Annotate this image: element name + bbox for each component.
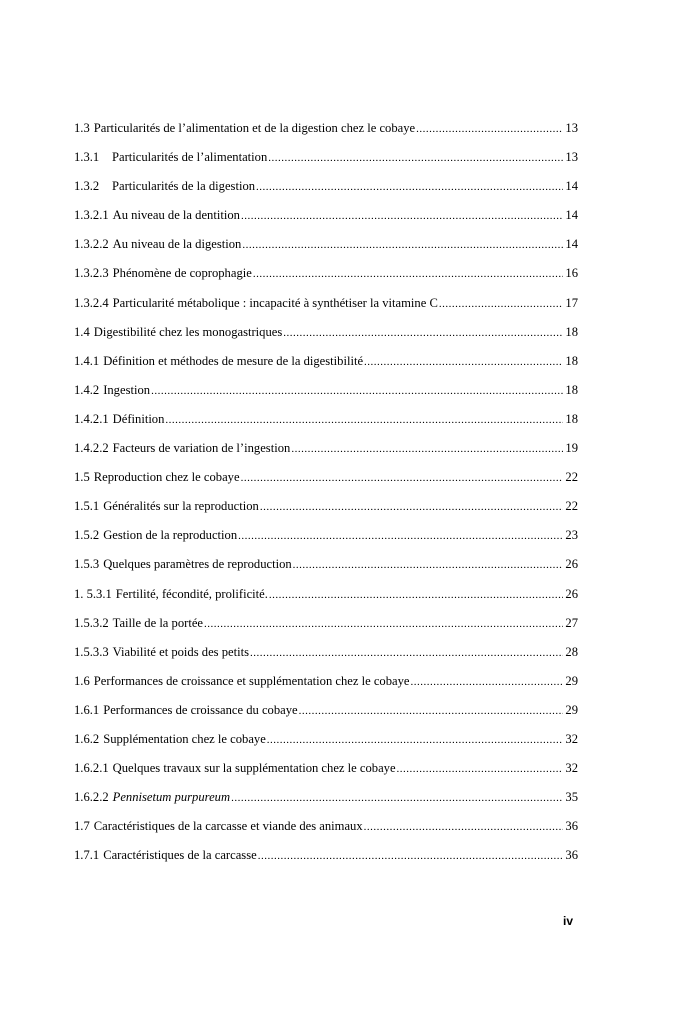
toc-entry[interactable] <box>74 440 578 469</box>
toc-entry[interactable] <box>74 586 578 615</box>
toc-dot-leader <box>269 587 564 603</box>
toc-dot-leader <box>151 383 563 399</box>
toc-entry-title: Quelques paramètres de reproduction <box>103 557 292 572</box>
toc-entry-title: Au niveau de la digestion <box>112 237 242 252</box>
toc-entry-page: 14 <box>565 208 578 223</box>
toc-entry[interactable] <box>74 236 578 265</box>
toc-entry-number: 1.6 <box>74 673 90 688</box>
toc-entry-title: Performances de croissance et supplémentation chez le cobaye <box>93 673 410 688</box>
toc-dot-leader <box>364 819 564 835</box>
toc-entry-title: Définition et méthodes de mesure de la digestibilité <box>103 353 364 368</box>
toc-entry-page: 35 <box>565 790 578 805</box>
toc-entry-number: 1.6.2 <box>74 731 100 746</box>
toc-entry-page: 26 <box>565 557 578 572</box>
page-number: iv <box>563 914 574 928</box>
toc-entry-title: Supplémentation chez le cobaye <box>103 731 266 746</box>
toc-dot-leader <box>397 761 564 777</box>
toc-entry-title: Quelques travaux sur la supplémentation chez le cobaye <box>112 761 396 776</box>
toc-entry-page: 22 <box>565 499 578 514</box>
toc-entry-number: 1.3.2.3 <box>74 266 109 281</box>
toc-entry-number: 1.7.1 <box>74 848 100 863</box>
toc-dot-leader <box>364 354 563 370</box>
toc-entry-title: Digestibilité chez les monogastriques <box>93 324 283 339</box>
toc-entry-page: 13 <box>565 121 578 135</box>
toc-entry[interactable] <box>74 847 578 876</box>
toc-entry-number: 1.5.3 <box>74 557 100 572</box>
toc-dot-leader <box>250 645 563 661</box>
toc-entry[interactable] <box>74 498 578 527</box>
toc-entry-title: Gestion de la reproduction <box>103 528 238 543</box>
toc-entry-number: 1.5 <box>74 470 90 485</box>
toc-entry[interactable] <box>74 469 578 498</box>
toc-dot-leader <box>241 208 563 224</box>
toc-entry-number: 1.3.2.1 <box>74 208 109 223</box>
toc-entry-title: Particularités de l’alimentation <box>112 150 268 165</box>
toc-entry[interactable] <box>74 760 578 789</box>
toc-entry-number: 1.4.1 <box>74 353 100 368</box>
toc-entry-number: 1.3 <box>74 121 90 135</box>
toc-entry-title: Facteurs de variation de l’ingestion <box>112 441 291 456</box>
toc-entry-page: 18 <box>565 324 578 339</box>
toc-entry-page: 22 <box>565 470 578 485</box>
toc-entry-title: Pennisetum purpureum <box>112 790 231 805</box>
toc-entry[interactable] <box>74 265 578 294</box>
toc-entry[interactable] <box>74 295 578 324</box>
toc-entry-number: 1.5.3.2 <box>74 615 109 630</box>
table-of-contents <box>74 120 578 876</box>
toc-entry[interactable] <box>74 149 578 178</box>
toc-entry-page: 18 <box>565 353 578 368</box>
toc-entry-title: Caractéristiques de la carcasse et viande des animaux <box>93 819 363 834</box>
toc-entry-page: 13 <box>565 150 578 165</box>
toc-entry-number: 1.6.2.2 <box>74 790 109 805</box>
toc-entry-page: 17 <box>565 295 578 310</box>
toc-dot-leader <box>411 674 564 690</box>
toc-entry-title: Performances de croissance du cobaye <box>103 702 298 717</box>
toc-entry[interactable] <box>74 731 578 760</box>
toc-entry-page: 28 <box>565 644 578 659</box>
toc-entry-title: Au niveau de la dentition <box>112 208 240 223</box>
toc-entry-page: 32 <box>565 761 578 776</box>
toc-entry-title: Caractéristiques de la carcasse <box>103 848 257 863</box>
toc-entry[interactable] <box>74 615 578 644</box>
toc-entry[interactable] <box>74 527 578 556</box>
toc-dot-leader <box>253 266 564 282</box>
toc-entry-number: 1.6.1 <box>74 702 100 717</box>
toc-entry-title: Viabilité et poids des petits <box>112 644 249 659</box>
toc-entry-number: 1.4 <box>74 324 90 339</box>
toc-entry-number: 1.6.2.1 <box>74 761 109 776</box>
toc-entry-number: 1.4.2 <box>74 382 100 397</box>
toc-dot-leader <box>165 412 563 428</box>
toc-entry-page: 18 <box>565 382 578 397</box>
toc-entry[interactable] <box>74 673 578 702</box>
toc-entry-title: Particularité métabolique : incapacité à synthétiser la vitamine C <box>112 295 438 310</box>
toc-entry-page: 36 <box>565 819 578 834</box>
toc-entry-number: 1.3.2.2 <box>74 237 109 252</box>
toc-entry-title: Particularités de la digestion <box>112 179 256 194</box>
toc-entry-page: 19 <box>565 441 578 456</box>
toc-entry-page: 36 <box>565 848 578 863</box>
toc-entry-page: 14 <box>565 179 578 194</box>
toc-entry-number: 1.4.2.1 <box>74 411 109 426</box>
toc-entry[interactable] <box>74 207 578 236</box>
toc-entry-page: 27 <box>565 615 578 630</box>
toc-entry-page: 26 <box>565 586 578 601</box>
toc-entry-title: Phénomène de coprophagie <box>112 266 252 281</box>
toc-entry-number: 1.3.2 <box>74 179 100 194</box>
toc-entry[interactable] <box>74 702 578 731</box>
toc-dot-leader <box>267 732 564 748</box>
toc-dot-leader <box>439 296 564 312</box>
toc-entry[interactable] <box>74 120 578 149</box>
toc-entry[interactable] <box>74 353 578 382</box>
toc-entry-title: Ingestion <box>103 382 151 397</box>
toc-dot-leader <box>231 790 563 806</box>
toc-entry[interactable] <box>74 324 578 353</box>
toc-dot-leader <box>268 150 563 166</box>
toc-entry-number: 1.5.1 <box>74 499 100 514</box>
toc-entry[interactable] <box>74 178 578 207</box>
toc-dot-leader <box>291 441 563 457</box>
toc-entry[interactable] <box>74 411 578 440</box>
toc-entry-page: 32 <box>565 731 578 746</box>
toc-entry-number: 1.7 <box>74 819 90 834</box>
toc-dot-leader <box>238 528 563 544</box>
toc-entry-page: 29 <box>565 673 578 688</box>
toc-entry[interactable] <box>74 382 578 411</box>
toc-entry-number: 1. 5.3.1 <box>74 586 112 601</box>
toc-entry-number: 1.3.2.4 <box>74 295 109 310</box>
toc-dot-leader <box>293 557 564 573</box>
toc-entry-title: Particularités de l’alimentation et de la digestion chez le cobaye <box>93 121 416 135</box>
toc-entry[interactable] <box>74 789 578 818</box>
toc-entry[interactable] <box>74 556 578 585</box>
toc-entry-number: 1.5.3.3 <box>74 644 109 659</box>
toc-entry-page: 29 <box>565 702 578 717</box>
toc-entry-title: Définition <box>112 411 165 426</box>
toc-entry-number: 1.3.1 <box>74 150 100 165</box>
toc-dot-leader <box>258 848 564 864</box>
toc-entry-number: 1.4.2.2 <box>74 441 109 456</box>
toc-entry-page: 14 <box>565 237 578 252</box>
toc-dot-leader <box>204 616 563 632</box>
toc-entry-page: 18 <box>565 411 578 426</box>
toc-entry-title: Généralités sur la reproduction <box>103 499 259 514</box>
toc-dot-leader <box>242 237 563 253</box>
toc-entry-page: 23 <box>565 528 578 543</box>
toc-entry-title: Fertilité, fécondité, prolificité. <box>115 586 268 601</box>
toc-dot-leader <box>256 179 563 195</box>
toc-entry-number: 1.5.2 <box>74 528 100 543</box>
toc-dot-leader <box>416 121 563 137</box>
toc-dot-leader <box>260 499 564 515</box>
toc-dot-leader <box>299 703 564 719</box>
toc-entry[interactable] <box>74 818 578 847</box>
toc-entry-title: Taille de la portée <box>112 615 204 630</box>
toc-entry-page: 16 <box>565 266 578 281</box>
toc-dot-leader <box>241 470 564 486</box>
toc-entry-title: Reproduction chez le cobaye <box>93 470 240 485</box>
toc-entry[interactable] <box>74 644 578 673</box>
toc-dot-leader <box>283 325 563 341</box>
